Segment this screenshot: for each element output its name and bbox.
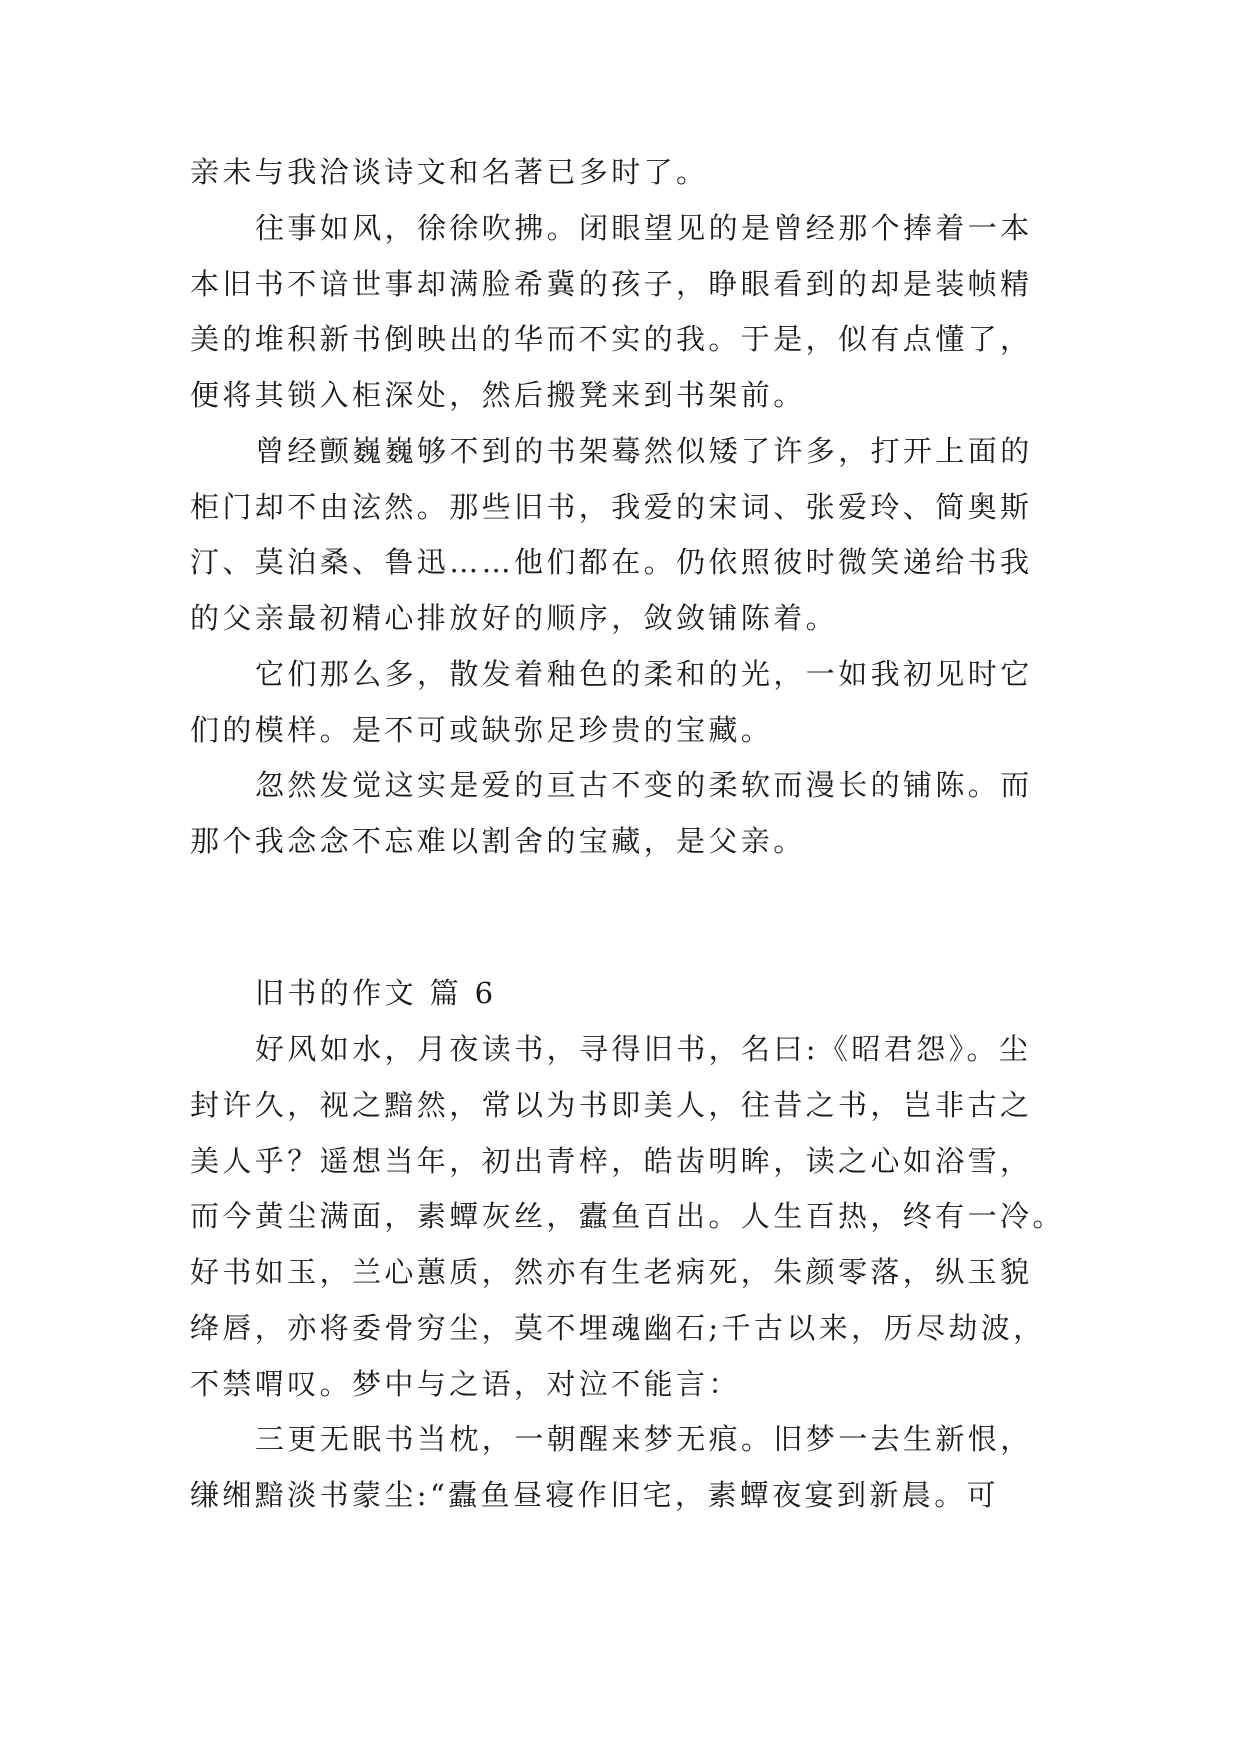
text-line: 封许久，视之黯然，常以为书即美人，往昔之书，岂非古之 xyxy=(190,1088,1033,1122)
text-line: 美的堆积新书倒映出的华而不实的我。于是，似有点懂了， xyxy=(190,322,1033,356)
text-line: 忽然发觉这实是爱的亘古不变的柔软而漫长的铺陈。而 xyxy=(255,768,1033,802)
text-line: 曾经颤巍巍够不到的书架蓦然似矮了许多，打开上面的 xyxy=(255,434,1033,468)
text-line: 本旧书不谙世事却满脸希冀的孩子，睁眼看到的却是装帧精 xyxy=(190,267,1033,301)
text-line: 们的模样。是不可或缺弥足珍贵的宝藏。 xyxy=(190,713,774,747)
text-line: 三更无眠书当枕，一朝醒来梦无痕。旧梦一去生新恨， xyxy=(255,1422,1033,1456)
text-line: 绛唇，亦将委骨穷尘，莫不埋魂幽石;千古以来，历尽劫波， xyxy=(190,1311,1046,1345)
text-line: 便将其锁入柜深处，然后搬凳来到书架前。 xyxy=(190,378,806,412)
text-line: 好书如玉，兰心蕙质，然亦有生老病死，朱颜零落，纵玉貌 xyxy=(190,1255,1033,1289)
text-line: 不禁喟叹。梦中与之语，对泣不能言： xyxy=(190,1367,741,1401)
text-line: 汀、莫泊桑、鲁迅……他们都在。仍依照彼时微笑递给书我 xyxy=(190,545,1033,579)
text-line: 好风如水，月夜读书，寻得旧书，名曰:《昭君怨》。尘 xyxy=(255,1032,1032,1066)
text-line: 那个我念念不忘难以割舍的宝藏，是父亲。 xyxy=(190,824,806,858)
text-line: 它们那么多，散发着釉色的柔和的光，一如我初见时它 xyxy=(255,657,1033,691)
text-line: 往事如风，徐徐吹拂。闭眼望见的是曾经那个捧着一本 xyxy=(255,211,1033,245)
text-line: 缣缃黯淡书蒙尘:“蠹鱼昼寝作旧宅，素蟫夜宴到新晨。可 xyxy=(190,1478,999,1512)
text-line: 亲未与我洽谈诗文和名著已多时了。 xyxy=(190,155,709,189)
text-line: 柜门却不由泫然。那些旧书，我爱的宋词、张爱玲、简奥斯 xyxy=(190,490,1033,524)
text-line: 而今黄尘满面，素蟫灰丝，蠹鱼百出。人生百热，终有一冷。 xyxy=(190,1199,1065,1233)
text-line: 美人乎？遥想当年，初出青梓，皓齿明眸，读之心如浴雪， xyxy=(190,1144,1033,1178)
section-heading: 旧书的作文 篇 6 xyxy=(255,976,497,1010)
text-line: 的父亲最初精心排放好的顺序，敛敛铺陈着。 xyxy=(190,601,839,635)
